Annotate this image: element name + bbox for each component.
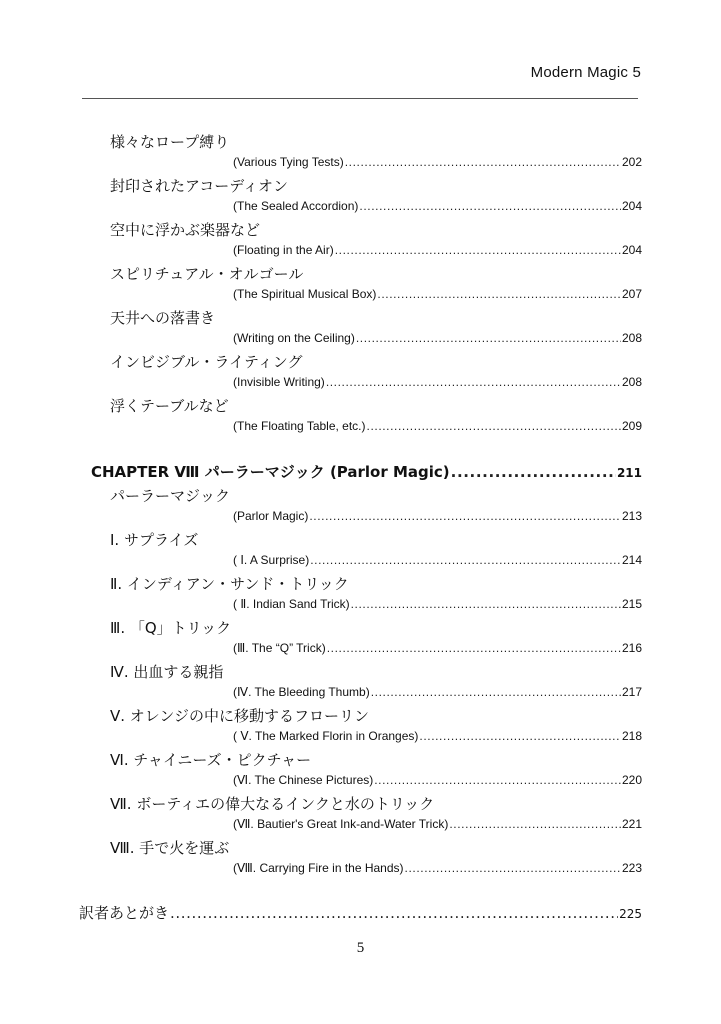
toc-page-number: 220 <box>621 773 642 787</box>
toc-entry-line[interactable] <box>233 553 642 567</box>
toc-page-number: 207 <box>621 287 642 301</box>
toc-page-number: 213 <box>621 509 642 523</box>
toc-entry-line[interactable] <box>233 817 642 831</box>
toc-entry-title-en: ( Ⅱ. Indian Sand Trick) <box>233 597 350 611</box>
toc-page-number: 208 <box>621 331 642 345</box>
dot-leader <box>371 685 621 699</box>
toc-entry-title-jp: Ⅶ. ボーティエの偉大なるインクと水のトリック <box>110 795 435 813</box>
toc-entry-line[interactable] <box>233 861 642 875</box>
dot-leader <box>326 375 621 389</box>
toc-entry-title-en: (Ⅳ. The Bleeding Thumb) <box>233 685 370 699</box>
toc-entry-title-jp: インビジブル・ライティング <box>110 353 303 371</box>
dot-leader <box>367 419 621 433</box>
afterword-line[interactable] <box>79 902 642 923</box>
dot-leader <box>335 243 621 257</box>
dot-leader <box>451 463 616 481</box>
toc-entry-title-en: (Ⅷ. Carrying Fire in the Hands) <box>233 861 404 875</box>
toc-entry-line[interactable] <box>233 729 642 743</box>
toc-entry-title-en: ( Ⅰ. A Surprise) <box>233 553 310 567</box>
chapter-page-number: 211 <box>616 466 642 480</box>
toc-entry-line[interactable] <box>233 243 642 257</box>
dot-leader <box>359 199 621 213</box>
toc-entry-title-en: (Ⅲ. The “Q” Trick) <box>233 641 326 655</box>
dot-leader <box>449 817 621 831</box>
toc-entry-title-jp: Ⅳ. 出血する親指 <box>110 663 224 681</box>
page-number: 5 <box>356 940 365 956</box>
toc-entry-line[interactable] <box>233 375 642 389</box>
toc-page-number: 223 <box>621 861 642 875</box>
toc-entry-line[interactable] <box>233 509 642 523</box>
toc-entry-title-jp: スピリチュアル・オルゴール <box>110 265 304 283</box>
toc-entry-title-jp: 様々なロープ縛り <box>110 133 230 151</box>
toc-entry-line[interactable] <box>233 641 642 655</box>
dot-leader <box>345 155 621 169</box>
dot-leader <box>405 861 621 875</box>
toc-entry-title-jp: Ⅴ. オレンジの中に移動するフローリン <box>110 707 370 725</box>
toc-entry-title-jp: 天井への落書き <box>110 309 216 327</box>
toc-entry-title-en: (The Sealed Accordion) <box>233 199 359 213</box>
toc-page-number: 217 <box>621 685 642 699</box>
dot-leader <box>309 509 621 523</box>
toc-page-number: 215 <box>621 597 642 611</box>
toc-entry-line[interactable] <box>233 773 642 787</box>
toc-entry-line[interactable] <box>233 155 642 169</box>
dot-leader <box>310 553 621 567</box>
toc-entry-title-jp: 空中に浮かぶ楽器など <box>110 221 261 239</box>
toc-entry-title-jp: Ⅲ. 「Q」トリック <box>110 619 232 637</box>
toc-entry-title-en: (Ⅵ. The Chinese Pictures) <box>233 773 374 787</box>
toc-entry-title-en: (The Spiritual Musical Box) <box>233 287 377 301</box>
toc-page-number: 221 <box>621 817 642 831</box>
running-header: Modern Magic 5 <box>530 64 641 81</box>
toc-page-number: 209 <box>621 419 642 433</box>
toc-entry-title-jp: Ⅵ. チャイニーズ・ピクチャー <box>110 751 312 769</box>
toc-entry-title-jp: パーラーマジック <box>110 487 231 505</box>
toc-entry-title-en: (Floating in the Air) <box>233 243 334 257</box>
toc-entry-title-jp: Ⅱ. インディアン・サンド・トリック <box>110 575 349 593</box>
toc-page-number: 204 <box>621 199 642 213</box>
dot-leader <box>327 641 621 655</box>
toc-entry-title-jp: 封印されたアコーディオン <box>110 177 289 195</box>
dot-leader <box>356 331 621 345</box>
toc-entry-title-en: (Various Tying Tests) <box>233 155 344 169</box>
toc-entry-title-en: (Parlor Magic) <box>233 509 309 523</box>
toc-entry-title-en: (The Floating Table, etc.) <box>233 419 366 433</box>
toc-entry-title-jp: 浮くテーブルなど <box>110 397 229 415</box>
dot-leader <box>170 904 618 922</box>
toc-entry-title-en: (Writing on the Ceiling) <box>233 331 355 345</box>
toc-page-number: 216 <box>621 641 642 655</box>
afterword-title: 訳者あとがき <box>79 904 170 922</box>
toc-entry-line[interactable] <box>233 287 642 301</box>
toc-entry-line[interactable] <box>233 685 642 699</box>
toc-entry-title-en: (Ⅶ. Bautier's Great Ink-and-Water Trick) <box>233 817 449 831</box>
dot-leader <box>419 729 621 743</box>
toc-page-number: 202 <box>621 155 642 169</box>
toc-page-number: 214 <box>621 553 642 567</box>
toc-entry-title-en: (Invisible Writing) <box>233 375 325 389</box>
toc-entry-title-en: ( Ⅴ. The Marked Florin in Oranges) <box>233 729 419 743</box>
toc-page-number: 218 <box>621 729 642 743</box>
toc-entry-title-jp: Ⅷ. 手で火を運ぶ <box>110 839 230 857</box>
toc-entry-line[interactable] <box>233 331 642 345</box>
toc-entry-line[interactable] <box>233 419 642 433</box>
afterword-page-number: 225 <box>619 907 642 921</box>
dot-leader <box>374 773 621 787</box>
dot-leader <box>377 287 621 301</box>
header-rule <box>82 98 638 99</box>
toc-entry-line[interactable] <box>233 199 642 213</box>
chapter-heading-line[interactable] <box>91 461 642 482</box>
toc-entry-line[interactable] <box>233 597 642 611</box>
toc-entry-title-jp: Ⅰ. サプライズ <box>110 531 199 549</box>
chapter-title: CHAPTER Ⅷ パーラーマジック (Parlor Magic) <box>91 463 450 481</box>
dot-leader <box>351 597 621 611</box>
toc-page-number: 204 <box>621 243 642 257</box>
toc-page-number: 208 <box>621 375 642 389</box>
